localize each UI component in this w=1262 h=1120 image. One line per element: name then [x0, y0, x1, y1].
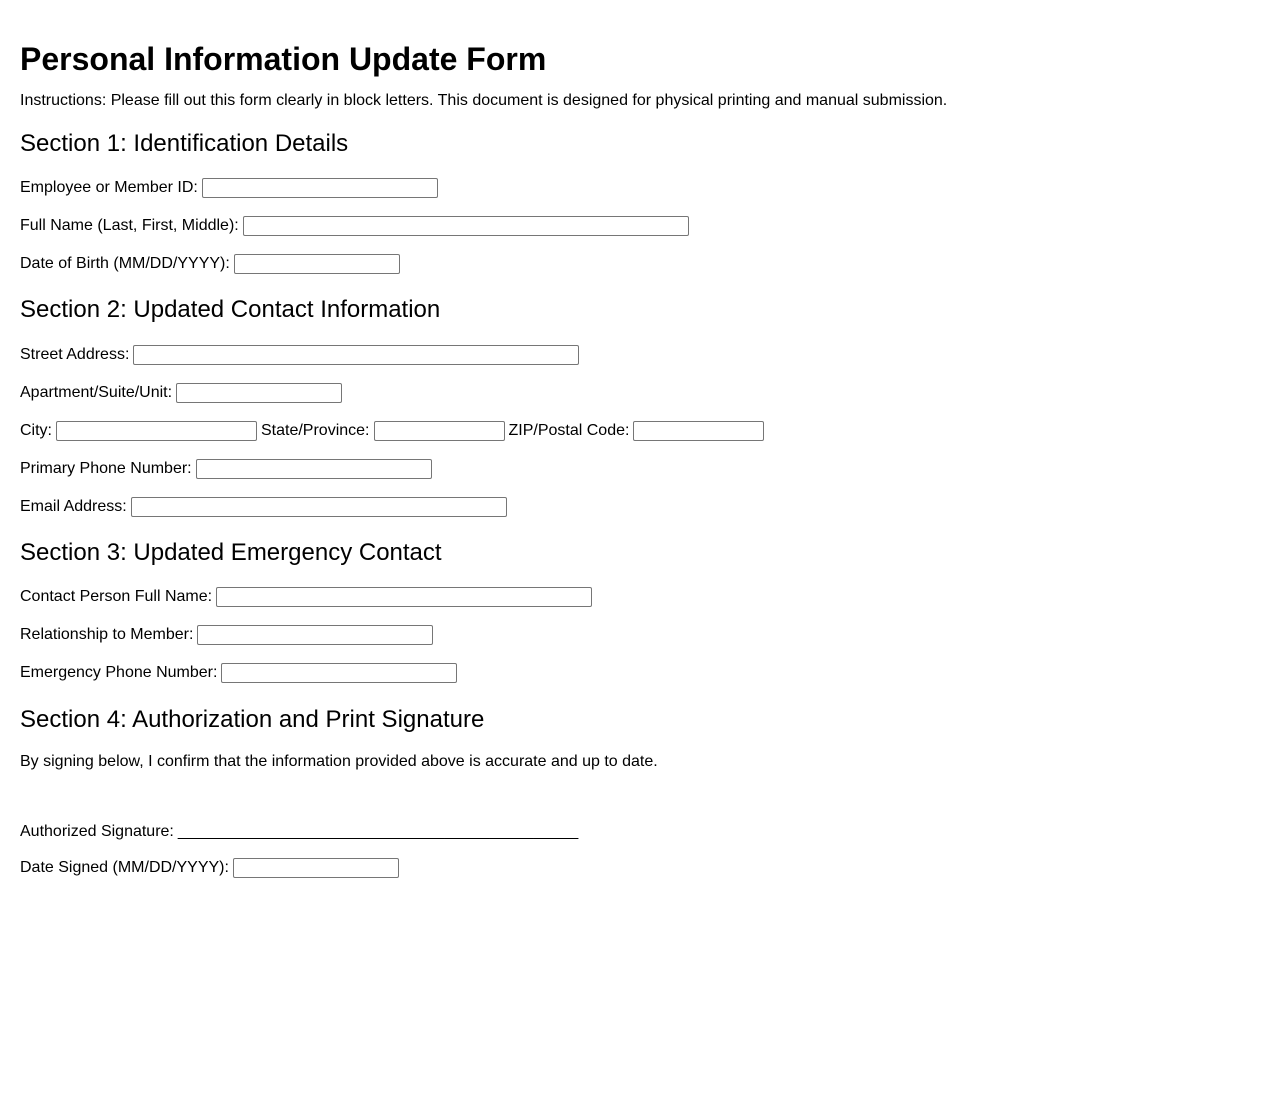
- full-name-row: [20, 214, 1242, 238]
- email-row: [20, 495, 1242, 519]
- email-input[interactable]: [131, 497, 507, 517]
- full-name-label: Full Name (Last, First, Middle):: [20, 217, 239, 234]
- street-input[interactable]: [133, 345, 579, 365]
- signature-line: _____________________________________________: [177, 823, 579, 840]
- member-id-label: Employee or Member ID:: [20, 179, 198, 196]
- city-label: City:: [20, 422, 52, 439]
- email-label: Email Address:: [20, 498, 127, 515]
- emergency-phone-input[interactable]: [221, 663, 457, 683]
- section-1-title: Section 1: Identification Details: [20, 130, 349, 157]
- instructions-text: Instructions: Please fill out this form clearly in block letters. This document is designed for physical printing and manual submission.: [20, 92, 948, 109]
- street-label: Street Address:: [20, 346, 130, 363]
- section-4-title: Section 4: Authorization and Print Signature: [20, 706, 485, 733]
- section-2-title: Section 2: Updated Contact Information: [20, 296, 441, 323]
- full-name-input[interactable]: [243, 216, 689, 236]
- dob-label: Date of Birth (MM/DD/YYYY):: [20, 255, 230, 272]
- state-label: State/Province:: [261, 422, 370, 439]
- contact-name-label: Contact Person Full Name:: [20, 588, 213, 605]
- zip-label: ZIP/Postal Code:: [508, 422, 630, 439]
- dob-input[interactable]: [234, 254, 400, 274]
- contact-name-input[interactable]: [216, 587, 592, 607]
- relationship-label: Relationship to Member:: [20, 626, 194, 643]
- section-3-title: Section 3: Updated Emergency Contact: [20, 539, 442, 566]
- city-input[interactable]: [56, 421, 257, 441]
- street-row: [20, 343, 1242, 367]
- authorization-statement: By signing below, I confirm that the information provided above is accurate and up to date.: [20, 753, 658, 770]
- emergency-phone-row: [20, 661, 1242, 685]
- apt-label: Apartment/Suite/Unit:: [20, 384, 173, 401]
- date-signed-label: Date Signed (MM/DD/YYYY):: [20, 859, 229, 876]
- emergency-phone-label: Emergency Phone Number:: [20, 664, 218, 681]
- member-id-row: [20, 176, 1242, 200]
- signature-row: [20, 820, 1242, 844]
- apt-input[interactable]: [176, 383, 342, 403]
- zip-input[interactable]: [633, 421, 764, 441]
- dob-row: [20, 252, 1242, 276]
- contact-name-row: [20, 585, 1242, 609]
- page-title: Personal Information Update Form: [20, 41, 547, 77]
- date-signed-row: [20, 856, 1242, 880]
- signature-label: Authorized Signature:: [20, 823, 174, 840]
- phone-label: Primary Phone Number:: [20, 460, 192, 477]
- state-input[interactable]: [374, 421, 505, 441]
- date-signed-input[interactable]: [233, 858, 399, 878]
- apt-row: [20, 381, 1242, 405]
- member-id-input[interactable]: [202, 178, 438, 198]
- city-state-zip-row: [20, 419, 1242, 443]
- phone-input[interactable]: [196, 459, 432, 479]
- relationship-row: [20, 623, 1242, 647]
- phone-row: [20, 457, 1242, 481]
- relationship-input[interactable]: [197, 625, 433, 645]
